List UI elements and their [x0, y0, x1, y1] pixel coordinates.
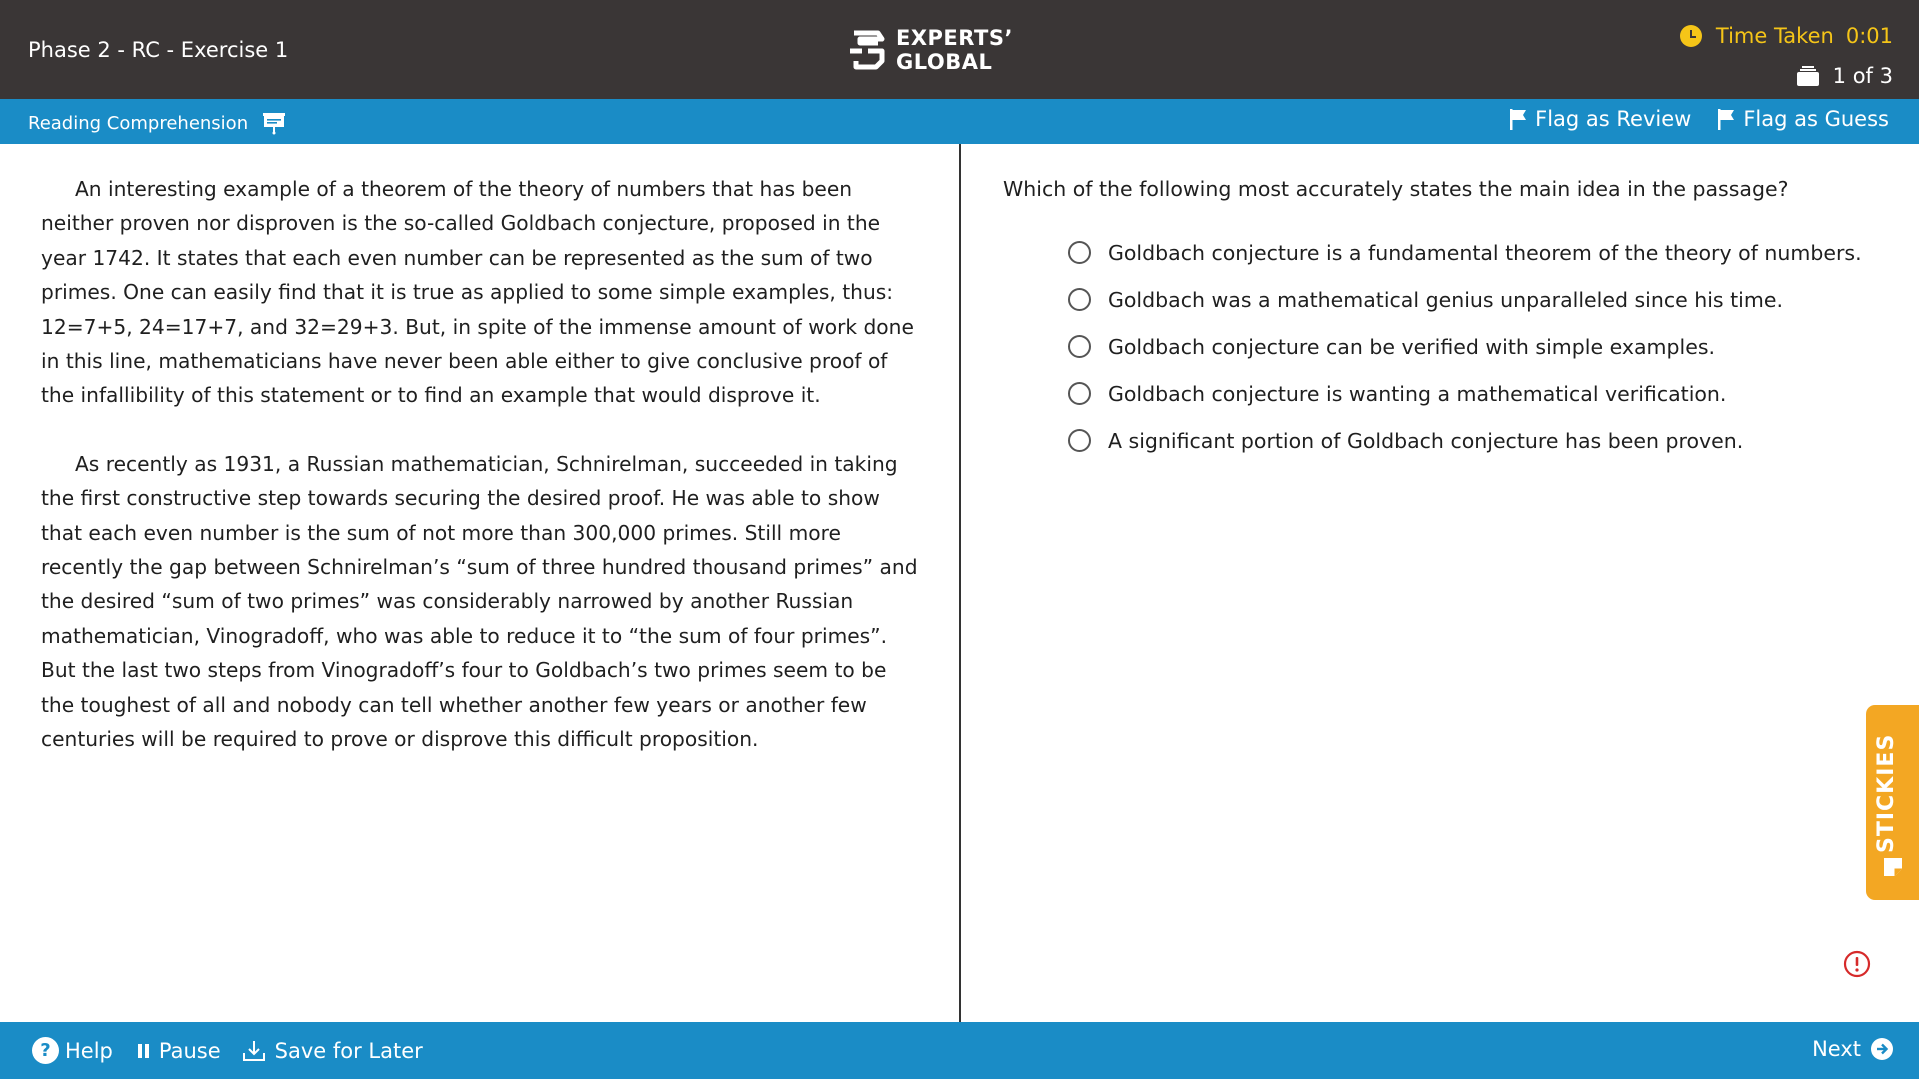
flag-icon: [1717, 108, 1735, 130]
stickies-tab[interactable]: [1866, 705, 1919, 900]
question-stack-icon: [1797, 66, 1819, 86]
help-label: Help: [65, 1038, 113, 1063]
passage-paragraph: As recently as 1931, a Russian mathematician, Schnirelman, succeeded in taking the first constructive step towards securing the desired proof. He was able to show that each even number is the sum of not more than 300,000 primes. Still more recently the gap between Schnirelman’s “sum of three hundred thousand primes” and the desired “sum of two primes” was considerably narrowed by another Russian mathematician, Vinogradoff, who was able to reduce it to “the sum of four primes”. But the last two steps from Vinogradoff’s four to Goldbach’s two primes seem to be the toughest of all and nobody can tell whether another few years or another few centuries will be required to prove or disprove this difficult proposition.: [41, 451, 918, 752]
timer: [1680, 24, 1893, 48]
presentation-board-icon: [262, 111, 286, 135]
pause-label: Pause: [158, 1038, 221, 1063]
logo-mark-icon: [848, 27, 888, 73]
answer-option-b[interactable]: [1003, 276, 1919, 323]
flag-as-guess-button[interactable]: [1717, 107, 1889, 131]
save-for-later-label: Save for Later: [274, 1038, 423, 1063]
answer-option-label: Goldbach conjecture can be verified with simple examples.: [1108, 334, 1716, 359]
help-icon: ?: [32, 1037, 59, 1064]
logo-line-2: GLOBAL: [896, 50, 993, 74]
footer-bar: [0, 1022, 1919, 1079]
next-button[interactable]: [1812, 1037, 1893, 1061]
answer-option-c[interactable]: [1003, 323, 1919, 370]
answer-option-e[interactable]: [1003, 417, 1919, 464]
pause-icon: [137, 1043, 151, 1059]
flag-controls: [1483, 107, 1889, 131]
question-stem: Which of the following most accurately states the main idea in the passage?: [1003, 177, 1789, 201]
question-pane: [963, 144, 1919, 1022]
answer-option-label: Goldbach conjecture is a fundamental theorem of the theory of numbers.: [1108, 240, 1862, 265]
answer-options: [1003, 229, 1919, 464]
experts-global-logo: [848, 26, 1013, 74]
radio-button[interactable]: [1068, 335, 1091, 358]
download-icon: [241, 1038, 267, 1064]
flag-as-guess-label: Flag as Guess: [1743, 107, 1889, 131]
answer-option-label: Goldbach conjecture is wanting a mathematical verification.: [1108, 381, 1727, 406]
flag-as-review-label: Flag as Review: [1535, 107, 1692, 131]
passage-paragraph: An interesting example of a theorem of the theory of numbers that has been neither proven nor disproven is the so-called Goldbach conjecture, proposed in the year 1742. It states that each even number can be represented as the sum of two primes. One can easily find that it is true as applied to some simple examples, thus: 12=7+5, 24=17+7, and 32=29+3. But, in spite of the immense amount of work done in this line, mathematicians have never been able either to give conclusive proof of the infallibility of this statement or to find an example that would disprove it.: [41, 177, 914, 408]
answer-option-label: Goldbach was a mathematical genius unparalleled since his time.: [1108, 287, 1783, 312]
sticky-note-icon: [1881, 855, 1905, 879]
exercise-title: Phase 2 - RC - Exercise 1: [28, 38, 289, 62]
radio-button[interactable]: [1068, 429, 1091, 452]
answer-option-d[interactable]: [1003, 370, 1919, 417]
timer-value: 0:01: [1845, 24, 1893, 48]
clock-icon: [1680, 25, 1702, 47]
radio-button[interactable]: [1068, 382, 1091, 405]
top-header: [0, 0, 1919, 99]
arrow-right-icon: [1871, 1038, 1893, 1060]
question-counter: [1797, 64, 1893, 88]
answer-option-a[interactable]: [1003, 229, 1919, 276]
logo-line-1: EXPERTS’: [896, 26, 1013, 50]
save-for-later-button[interactable]: [235, 1038, 423, 1064]
section-label-text: Reading Comprehension: [28, 112, 249, 134]
flag-as-review-button[interactable]: [1509, 107, 1691, 131]
stickies-label: STICKIES: [1874, 733, 1899, 853]
radio-button[interactable]: [1068, 241, 1091, 264]
report-issue-icon[interactable]: [1843, 950, 1871, 978]
next-label: Next: [1812, 1037, 1861, 1061]
radio-button[interactable]: [1068, 288, 1091, 311]
logo-text: [896, 26, 1013, 74]
pause-button[interactable]: [127, 1039, 221, 1063]
question-counter-text: 1 of 3: [1832, 64, 1893, 88]
passage-pane[interactable]: [0, 144, 961, 1022]
help-button[interactable]: [32, 1037, 113, 1064]
flag-icon: [1509, 108, 1527, 130]
section-label: [28, 111, 286, 135]
footer-actions: [32, 1037, 437, 1064]
timer-label: Time Taken: [1715, 24, 1834, 48]
section-bar: [0, 99, 1919, 144]
answer-option-label: A significant portion of Goldbach conjecture has been proven.: [1108, 428, 1744, 453]
